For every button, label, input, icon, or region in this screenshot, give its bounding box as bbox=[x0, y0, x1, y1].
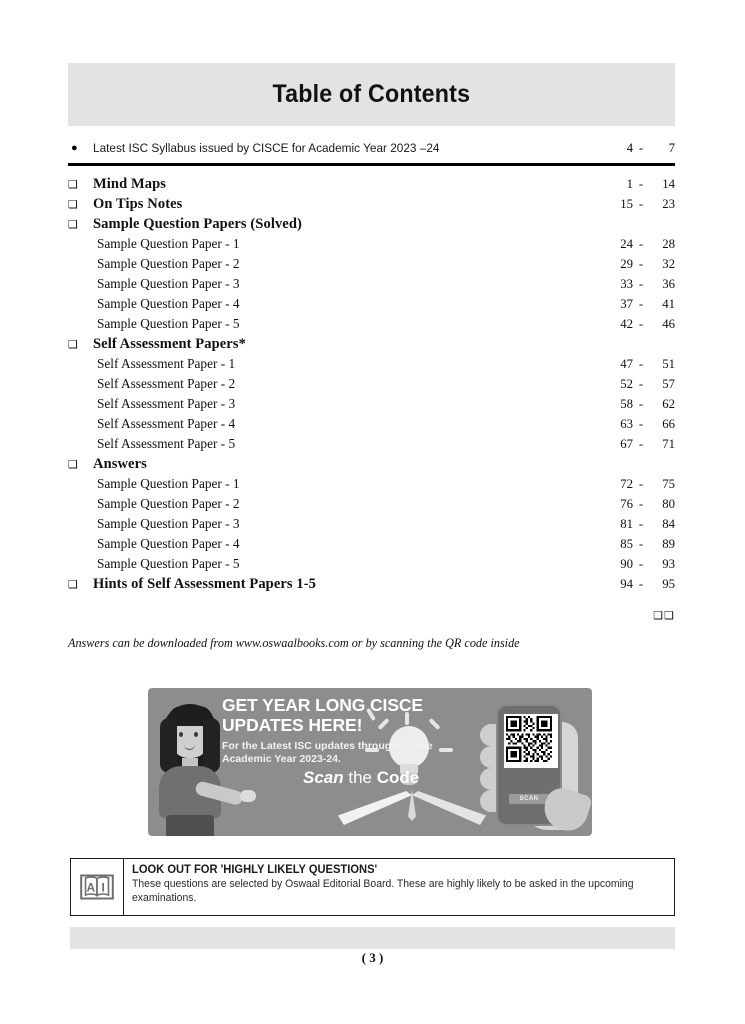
toc-label: Sample Question Paper - 2 bbox=[97, 496, 240, 511]
toc-row[interactable] bbox=[68, 356, 675, 376]
toc-label: Sample Question Paper - 1 bbox=[97, 236, 240, 251]
toc-label: Self Assessment Papers* bbox=[93, 336, 246, 352]
page-dash: - bbox=[638, 357, 644, 371]
toc-page-range bbox=[597, 377, 675, 392]
open-book-icon bbox=[338, 785, 486, 827]
banner-title bbox=[222, 696, 452, 736]
toc-row[interactable] bbox=[68, 276, 675, 296]
banner-title-line2: UPDATES HERE! bbox=[222, 714, 363, 735]
footer-band bbox=[70, 927, 675, 949]
page-dash: - bbox=[638, 397, 644, 411]
page-from: 63 bbox=[620, 417, 633, 431]
toc-label: Sample Question Paper - 4 bbox=[97, 296, 240, 311]
page-from: 15 bbox=[620, 197, 633, 211]
toc-label: On Tips Notes bbox=[93, 196, 183, 212]
page-from: 1 bbox=[626, 177, 633, 191]
callout-body bbox=[124, 859, 674, 915]
toc-row[interactable] bbox=[68, 336, 675, 356]
toc-label: Self Assessment Paper - 4 bbox=[97, 416, 236, 431]
page-to: 36 bbox=[662, 277, 675, 291]
highly-likely-questions-callout bbox=[70, 858, 675, 916]
toc-page-range bbox=[597, 537, 675, 552]
toc-label: Sample Question Paper - 3 bbox=[97, 516, 240, 531]
ai-book-icon bbox=[71, 859, 124, 915]
toc-row[interactable] bbox=[68, 536, 675, 556]
page-from: 58 bbox=[620, 397, 633, 411]
page-dash: - bbox=[638, 140, 644, 155]
toc-row[interactable] bbox=[68, 376, 675, 396]
page-to: 7 bbox=[668, 140, 675, 155]
page-dash: - bbox=[638, 197, 644, 211]
toc-page-range bbox=[597, 237, 675, 252]
toc-label: Hints of Self Assessment Papers 1-5 bbox=[93, 576, 317, 592]
toc-row[interactable] bbox=[68, 456, 675, 476]
page-to: 32 bbox=[662, 257, 675, 271]
toc-label: Answers bbox=[93, 456, 147, 472]
toc-page-range bbox=[597, 497, 675, 512]
page-to: 75 bbox=[662, 477, 675, 491]
svg-text:I: I bbox=[101, 880, 105, 895]
toc-row[interactable] bbox=[68, 176, 675, 196]
page-from: 42 bbox=[620, 317, 633, 331]
toc-row[interactable] bbox=[68, 216, 675, 236]
toc-row[interactable] bbox=[68, 556, 675, 576]
banner-title-line1: GET YEAR LONG CISCE bbox=[222, 695, 423, 715]
scan-button[interactable]: SCAN bbox=[509, 794, 549, 804]
header-divider bbox=[68, 163, 675, 166]
page-dash: - bbox=[638, 417, 644, 431]
svg-text:A: A bbox=[86, 880, 96, 895]
page-to: 95 bbox=[662, 577, 675, 591]
banner-scan-the-code bbox=[303, 768, 419, 788]
hand-holding-phone bbox=[478, 694, 586, 836]
toc-row[interactable] bbox=[68, 236, 675, 256]
toc-label: Sample Question Paper - 2 bbox=[97, 256, 240, 271]
page-dash: - bbox=[638, 577, 644, 591]
page-to: 93 bbox=[662, 557, 675, 571]
toc-page-range bbox=[597, 437, 675, 452]
toc-label: Sample Question Paper - 5 bbox=[97, 556, 240, 571]
toc-square-marker-icon: ❑ bbox=[68, 218, 78, 231]
toc-page-range bbox=[597, 517, 675, 532]
page-to: 80 bbox=[662, 497, 675, 511]
page-to: 28 bbox=[662, 237, 675, 251]
toc-row[interactable] bbox=[68, 296, 675, 316]
section-end-marker: ❑❑ bbox=[653, 609, 675, 622]
toc-row[interactable] bbox=[68, 516, 675, 536]
page-from: 4 bbox=[626, 140, 633, 155]
page-dash: - bbox=[638, 297, 644, 311]
syllabus-pages bbox=[607, 141, 675, 156]
callout-text: These questions are selected by Oswaal Editorial Board. These are highly likely to be asked in the upcoming examinations. bbox=[132, 878, 634, 905]
callout-title: LOOK OUT FOR 'HIGHLY LIKELY QUESTIONS' bbox=[132, 864, 378, 876]
page-from: 24 bbox=[620, 237, 633, 251]
page-dash: - bbox=[638, 237, 644, 251]
page-from: 29 bbox=[620, 257, 633, 271]
toc-page-range bbox=[597, 417, 675, 432]
toc-page-range bbox=[597, 317, 675, 332]
toc-label: Self Assessment Paper - 5 bbox=[97, 436, 236, 451]
toc-square-marker-icon: ❑ bbox=[68, 178, 78, 191]
toc-page-range bbox=[597, 277, 675, 292]
bullet-dot-icon: ● bbox=[71, 141, 78, 154]
page-dash: - bbox=[638, 557, 644, 571]
page-dash: - bbox=[638, 437, 644, 451]
banner-artwork bbox=[148, 688, 592, 836]
page-to: 66 bbox=[662, 417, 675, 431]
page-to: 46 bbox=[662, 317, 675, 331]
page-to: 51 bbox=[662, 357, 675, 371]
page-to: 23 bbox=[662, 197, 675, 211]
toc-row[interactable] bbox=[68, 476, 675, 496]
cisce-updates-banner[interactable] bbox=[148, 688, 592, 836]
page-from: 81 bbox=[620, 517, 633, 531]
toc-square-marker-icon: ❑ bbox=[68, 198, 78, 211]
toc-label: Sample Question Papers (Solved) bbox=[93, 216, 302, 232]
page-to: 71 bbox=[662, 437, 675, 451]
header-band bbox=[68, 63, 675, 126]
toc-label: Mind Maps bbox=[93, 176, 167, 192]
toc-label: Self Assessment Paper - 2 bbox=[97, 376, 236, 391]
page-to: 14 bbox=[662, 177, 675, 191]
toc-square-marker-icon: ❑ bbox=[68, 338, 78, 351]
page-title: Table of Contents bbox=[272, 80, 471, 108]
toc-label: Sample Question Paper - 5 bbox=[97, 316, 240, 331]
toc-row[interactable] bbox=[68, 416, 675, 436]
page-from: 52 bbox=[620, 377, 633, 391]
scan-word-code: Code bbox=[376, 768, 420, 787]
page-dash: - bbox=[638, 177, 644, 191]
page-from: 67 bbox=[620, 437, 633, 451]
banner-subtitle: For the Latest ISC updates throughout the Academic Year 2023-24. bbox=[222, 740, 433, 765]
page-from: 94 bbox=[620, 577, 633, 591]
page-dash: - bbox=[638, 517, 644, 531]
scan-word-italic: Scan bbox=[303, 768, 344, 787]
scan-word-the: the bbox=[343, 768, 377, 787]
page-dash: - bbox=[638, 537, 644, 551]
toc-page-range bbox=[597, 357, 675, 372]
qr-code[interactable] bbox=[504, 714, 558, 768]
table-of-contents-list bbox=[68, 176, 675, 596]
syllabus-label: Latest ISC Syllabus issued by CISCE for Academic Year 2023 –24 bbox=[93, 141, 440, 155]
toc-page-range bbox=[597, 177, 675, 192]
toc-page-range bbox=[597, 557, 675, 572]
toc-label: Sample Question Paper - 3 bbox=[97, 276, 240, 291]
page-dash: - bbox=[638, 377, 644, 391]
page-from: 72 bbox=[620, 477, 633, 491]
page-dash: - bbox=[638, 497, 644, 511]
toc-row[interactable] bbox=[68, 396, 675, 416]
page-from: 90 bbox=[620, 557, 633, 571]
page-to: 84 bbox=[662, 517, 675, 531]
page-dash: - bbox=[638, 317, 644, 331]
footnote: Answers can be downloaded from www.oswaalbooks.com or by scanning the QR code inside bbox=[68, 636, 520, 650]
page-from: 37 bbox=[620, 297, 633, 311]
toc-row[interactable] bbox=[68, 576, 675, 596]
toc-row[interactable] bbox=[68, 256, 675, 276]
toc-page-range bbox=[597, 397, 675, 412]
page-dash: - bbox=[638, 477, 644, 491]
toc-page-range bbox=[597, 197, 675, 212]
toc-page-range bbox=[597, 297, 675, 312]
page-from: 85 bbox=[620, 537, 633, 551]
page-to: 41 bbox=[662, 297, 675, 311]
toc-label: Sample Question Paper - 4 bbox=[97, 536, 240, 551]
page-to: 62 bbox=[662, 397, 675, 411]
page-from: 47 bbox=[620, 357, 633, 371]
toc-square-marker-icon: ❑ bbox=[68, 458, 78, 471]
toc-label: Sample Question Paper - 1 bbox=[97, 476, 240, 491]
page-to: 89 bbox=[662, 537, 675, 551]
toc-row[interactable] bbox=[68, 316, 675, 336]
toc-page-range bbox=[597, 477, 675, 492]
toc-row[interactable] bbox=[68, 496, 675, 516]
page-to: 57 bbox=[662, 377, 675, 391]
toc-row[interactable] bbox=[68, 436, 675, 456]
syllabus-row bbox=[68, 138, 675, 158]
toc-square-marker-icon: ❑ bbox=[68, 578, 78, 591]
toc-label: Self Assessment Paper - 1 bbox=[97, 356, 236, 371]
toc-row[interactable] bbox=[68, 196, 675, 216]
page-from: 33 bbox=[620, 277, 633, 291]
page-dash: - bbox=[638, 257, 644, 271]
toc-page-range bbox=[597, 577, 675, 592]
toc-page-range bbox=[597, 257, 675, 272]
page-from: 76 bbox=[620, 497, 633, 511]
page-dash: - bbox=[638, 277, 644, 291]
toc-label: Self Assessment Paper - 3 bbox=[97, 396, 236, 411]
page-number: ( 3 ) bbox=[361, 950, 384, 965]
